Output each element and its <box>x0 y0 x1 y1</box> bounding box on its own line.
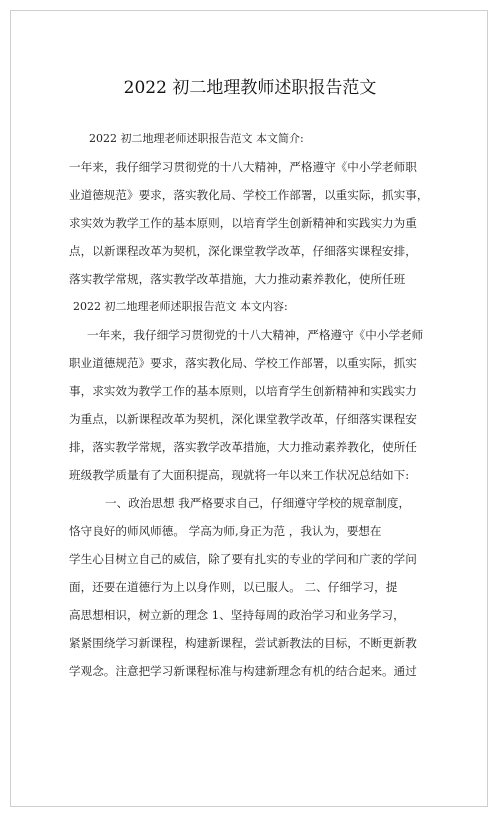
text-line: 求实效为教学工作的基本原则，以培育学生创新精神和实践实力为重 <box>69 216 417 230</box>
text-line: 学生心目树立自己的威信，除了要有扎实的专业的学问和广袤的学问 <box>69 552 417 566</box>
text-line: 一、政治思想 我严格要求自己，仔细遵守学校的规章制度， <box>105 496 411 510</box>
text-line: 面，还要在道德行为上以身作则，以已服人。 二、仔细学习，提 <box>69 580 398 594</box>
text-line: 一年来，我仔细学习贯彻党的十八大精神，严格遵守《中小学老师 <box>87 328 424 342</box>
text-line: 为重点，以新课程改革为契机，深化课堂教学改革，仔细落实课程安 <box>69 412 417 426</box>
document-title: 2022 初二地理教师述职报告范文 <box>123 78 377 98</box>
text-line: 点，以新课程改革为契机，深化课堂教学改革，仔细落实课程安排， <box>69 244 417 258</box>
text-line: 2022 初二地理老师述职报告范文 本文简介: <box>89 132 304 145</box>
document-page <box>10 10 488 807</box>
text-line: 落实教学常规，落实教学改革措施，大力推动素养教化，使所任班 <box>69 272 406 286</box>
text-line: 高思想相识，树立新的理念 1、坚持每周的政治学习和业务学习， <box>69 608 405 622</box>
text-line: 学观念。注意把学习新课程标准与构建新理念有机的结合起来。通过 <box>69 664 417 678</box>
text-line: 紧紧围绕学习新课程，构建新课程，尝试新教法的目标，不断更新教 <box>69 636 417 650</box>
text-line: 职业道德规范》要求，落实教化局、学校工作部署，以重实际，抓实 <box>69 356 417 370</box>
text-line: 事，求实效为教学工作的基本原则，以培育学生创新精神和实践实力 <box>69 384 417 398</box>
text-line: 一年来，我仔细学习贯彻党的十八大精神，严格遵守《中小学老师职 <box>69 160 417 174</box>
text-line: 业道德规范》要求，落实教化局、学校工作部署，以重实际，抓实事， <box>69 188 429 202</box>
text-line: 排，落实教学常规，落实教学改革措施，大力推动素养教化，使所任 <box>69 440 417 454</box>
text-line: 班级教学质量有了大面积提高，现就将一年以来工作状况总结如下: <box>69 468 410 482</box>
text-line: 恪守良好的师风师德。 学高为师,身正为范 ，我认为，要想在 <box>69 524 382 538</box>
text-line: 2022 初二地理老师述职报告范文 本文内容: <box>73 300 288 313</box>
